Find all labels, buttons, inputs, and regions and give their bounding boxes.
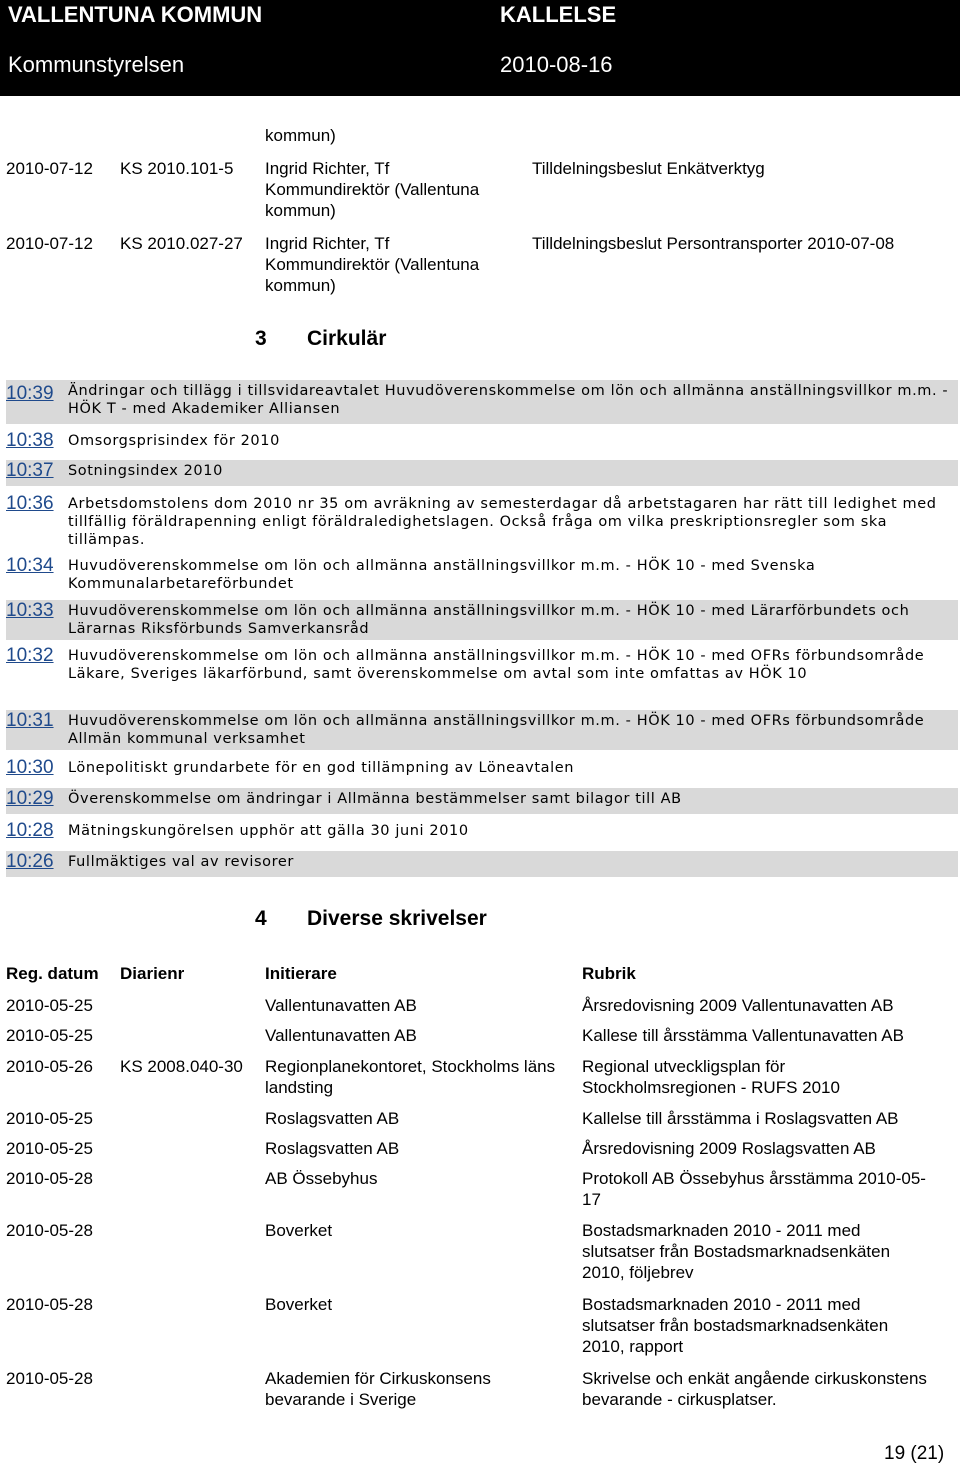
item-time-link[interactable]: 10:31 — [6, 710, 54, 731]
item-time-link[interactable]: 10:29 — [6, 788, 54, 809]
section-number: 4 — [255, 907, 267, 930]
item-title: Ändringar och tillägg i tillsvidareavtalet Huvudöverenskommelse om lön och allmänna anställningsvillkor m.m. - HÖK T - med Akademiker Alliansen — [68, 383, 949, 417]
list-item[interactable] — [6, 430, 958, 456]
table-row-date: 2010-05-25 — [6, 1139, 93, 1158]
table-row-date: 2010-05-28 — [6, 1295, 93, 1314]
prev-row-1-diarienr: KS 2010.101-5 — [120, 159, 234, 178]
table-row-date: 2010-05-25 — [6, 1026, 93, 1045]
document-header — [0, 0, 960, 96]
table-row-initiator: Vallentunavatten AB — [265, 996, 417, 1015]
section-number: 3 — [255, 327, 267, 350]
item-time-link[interactable]: 10:39 — [6, 383, 54, 404]
item-title: Huvudöverenskommelse om lön och allmänna anställningsvillkor m.m. - HÖK 10 - med Svenska Kommunalarbetareförbundet — [68, 558, 816, 592]
item-title: Mätningskungörelsen upphör att gälla 30 juni 2010 — [68, 823, 469, 839]
list-item[interactable] — [6, 555, 958, 595]
table-row-initiator: Roslagsvatten AB — [265, 1109, 400, 1128]
table-row-initiator: Vallentunavatten AB — [265, 1026, 417, 1045]
table-row-subject: Kallelse till årsstämma i Roslagsvatten AB — [582, 1109, 899, 1128]
table-row-initiator: Roslagsvatten AB — [265, 1139, 400, 1158]
table-row-subject: Bostadsmarknaden 2010 - 2011 med slutsatser från Bostadsmarknadsenkäten 2010, följebrev — [582, 1221, 891, 1282]
table-row-date: 2010-05-25 — [6, 996, 93, 1015]
table-row-date: 2010-05-28 — [6, 1169, 93, 1188]
board-name: Kommunstyrelsen — [8, 52, 185, 77]
list-item[interactable] — [6, 380, 958, 424]
prev-row-2-initiator: Ingrid Richter, Tf Kommundirektör (Vallentuna kommun) — [265, 234, 480, 295]
item-time-link[interactable]: 10:26 — [6, 851, 54, 872]
table-row-subject: Bostadsmarknaden 2010 - 2011 med slutsatser från bostadsmarknadsenkäten 2010, rapport — [582, 1295, 889, 1356]
list-item[interactable] — [6, 788, 958, 814]
item-time-link[interactable]: 10:34 — [6, 555, 54, 576]
table-row-date: 2010-05-28 — [6, 1369, 93, 1388]
col-header-subject: Rubrik — [582, 964, 636, 983]
prev-row-1-date: 2010-07-12 — [6, 159, 93, 178]
table-row-subject: Protokoll AB Össebyhus årsstämma 2010-05-17 — [582, 1169, 926, 1209]
col-header-date: Reg. datum — [6, 964, 99, 983]
list-item[interactable] — [6, 757, 958, 781]
list-item[interactable] — [6, 820, 958, 844]
table-row-subject: Årsredovisning 2009 Roslagsvatten AB — [582, 1139, 876, 1158]
item-time-link[interactable]: 10:37 — [6, 460, 54, 481]
item-title: Huvudöverenskommelse om lön och allmänna anställningsvillkor m.m. - HÖK 10 - med Lärarförbundets och Lärarnas Riksförbunds Samverkansråd — [68, 603, 910, 637]
table-row-diarienr: KS 2008.040-30 — [120, 1057, 243, 1076]
item-title: Omsorgsprisindex för 2010 — [68, 433, 280, 449]
prev-row-2-diarienr: KS 2010.027-27 — [120, 234, 243, 253]
table-row-date: 2010-05-26 — [6, 1057, 93, 1076]
item-time-link[interactable]: 10:33 — [6, 600, 54, 621]
list-item[interactable] — [6, 710, 958, 750]
table-row-subject: Skrivelse och enkät angående cirkuskonstens bevarande - cirkusplatser. — [582, 1369, 927, 1409]
prev-row-2-subject: Tilldelningsbeslut Persontransporter 2010-07-08 — [532, 234, 895, 253]
col-header-initiator: Initierare — [265, 964, 337, 983]
prev-row-1-initiator: Ingrid Richter, Tf Kommundirektör (Vallentuna kommun) — [265, 159, 480, 220]
list-item[interactable] — [6, 600, 958, 640]
col-header-diarienr: Diarienr — [120, 964, 185, 983]
table-row-initiator: Boverket — [265, 1295, 333, 1314]
table-row-subject: Regional utveckligsplan för Stockholmsregionen - RUFS 2010 — [582, 1057, 840, 1097]
municipality-name: VALLENTUNA KOMMUN — [8, 2, 263, 27]
page-number: 19 (21) — [884, 1443, 945, 1464]
prev-row-2-date: 2010-07-12 — [6, 234, 93, 253]
table-row-subject: Kallese till årsstämma Vallentunavatten AB — [582, 1026, 904, 1045]
meeting-date: 2010-08-16 — [500, 52, 613, 77]
item-title: Huvudöverenskommelse om lön och allmänna anställningsvillkor m.m. - HÖK 10 - med OFRs förbundsområde Allmän kommunal verksamhet — [68, 713, 925, 747]
item-title: Fullmäktiges val av revisorer — [68, 854, 294, 870]
item-time-link[interactable]: 10:32 — [6, 645, 54, 666]
table-row-initiator: AB Össebyhus — [265, 1169, 378, 1188]
item-title: Lönepolitiskt grundarbete för en god tillämpning av Löneavtalen — [68, 760, 575, 776]
document-type: KALLELSE — [500, 2, 617, 27]
table-row-initiator: Regionplanekontoret, Stockholms läns landsting — [265, 1057, 556, 1097]
item-title: Arbetsdomstolens dom 2010 nr 35 om avräkning av semesterdagar då arbetstagaren har rätt till ledighet med tillfällig föräldrapenning enligt föräldraledighetslagen. Också fråga om vilka preskriptionsregler som ska tillämpas. — [68, 496, 937, 548]
list-item[interactable] — [6, 493, 958, 551]
list-item[interactable] — [6, 851, 958, 877]
table-row-subject: Årsredovisning 2009 Vallentunavatten AB — [582, 996, 894, 1015]
list-item[interactable] — [6, 645, 958, 705]
item-title: Huvudöverenskommelse om lön och allmänna anställningsvillkor m.m. - HÖK 10 - med OFRs förbundsområde Läkare, Sveriges läkarförbund, samt överenskommelse om avtal som inte omfattas av HÖK 10 — [68, 648, 925, 682]
continued-cell: kommun) — [265, 126, 336, 145]
section-title: Cirkulär — [307, 327, 387, 350]
table-row-initiator: Akademien för Cirkuskonsens bevarande i Sverige — [265, 1369, 491, 1409]
item-time-link[interactable]: 10:30 — [6, 757, 54, 778]
item-time-link[interactable]: 10:28 — [6, 820, 54, 841]
item-title: Överenskommelse om ändringar i Allmänna bestämmelser samt bilagor till AB — [68, 791, 682, 807]
table-row-date: 2010-05-25 — [6, 1109, 93, 1128]
table-row-initiator: Boverket — [265, 1221, 333, 1240]
item-title: Sotningsindex 2010 — [68, 463, 223, 479]
section-title: Diverse skrivelser — [307, 907, 487, 930]
table-row-date: 2010-05-28 — [6, 1221, 93, 1240]
prev-row-1-subject: Tilldelningsbeslut Enkätverktyg — [532, 159, 765, 178]
list-item[interactable] — [6, 460, 958, 486]
item-time-link[interactable]: 10:36 — [6, 493, 54, 514]
item-time-link[interactable]: 10:38 — [6, 430, 54, 451]
